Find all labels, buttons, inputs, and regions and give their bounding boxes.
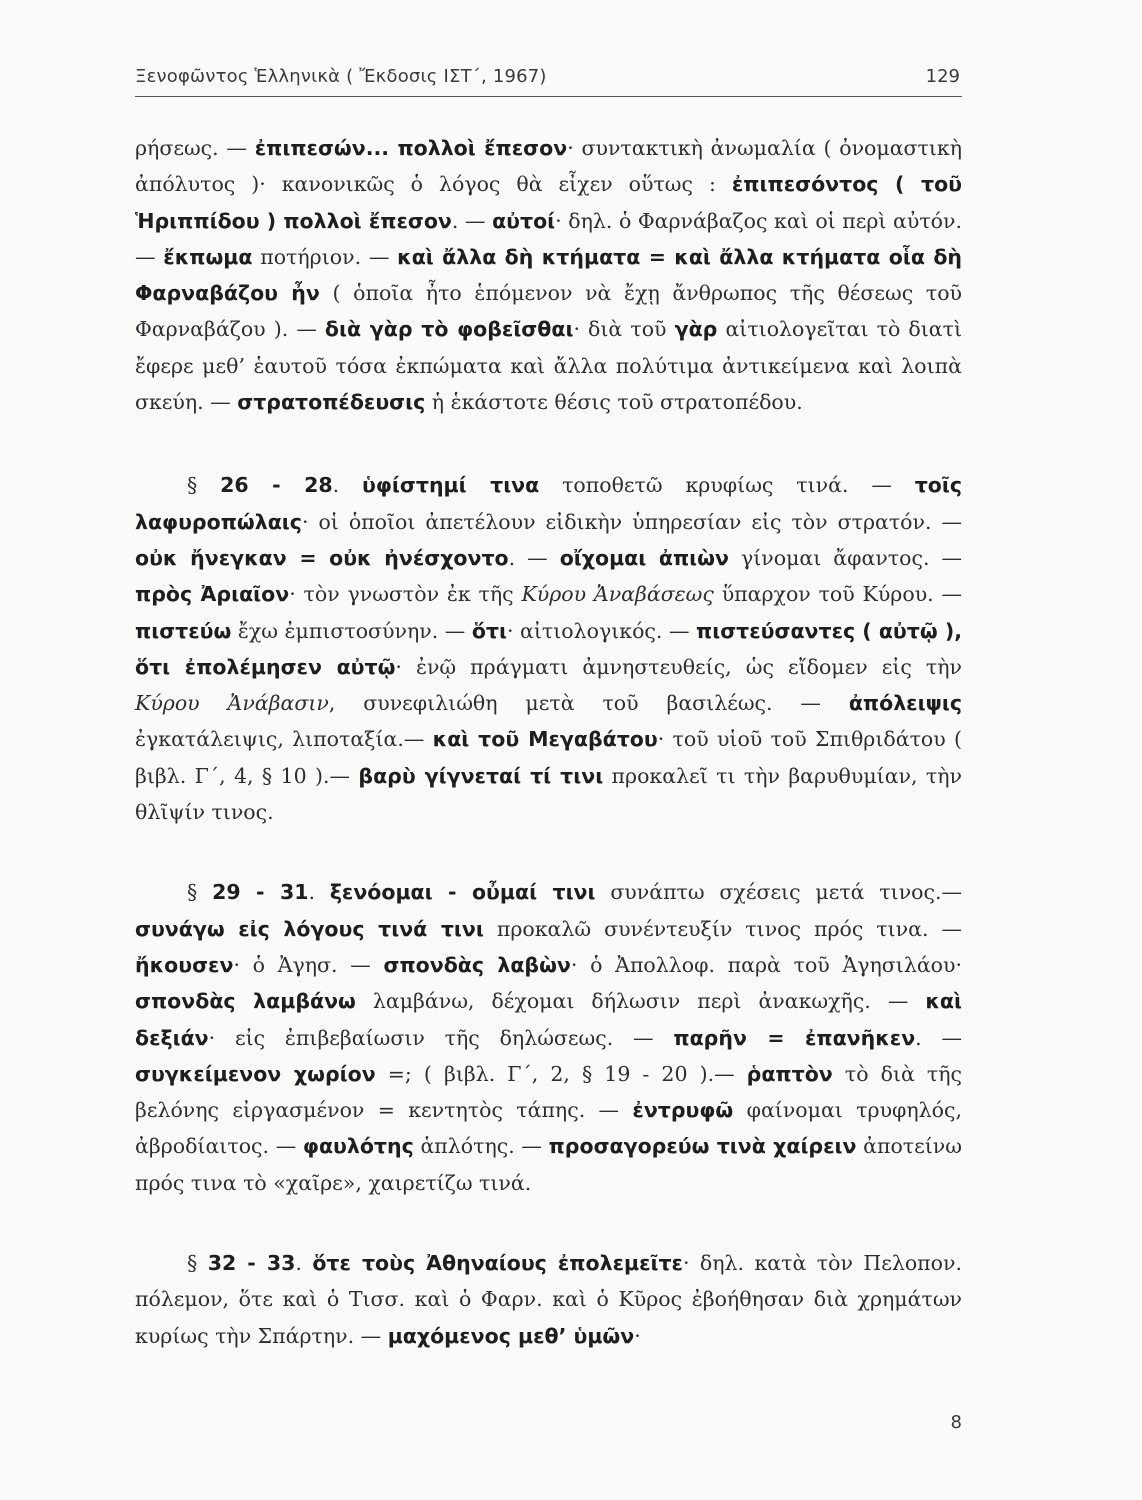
paragraph-gap	[135, 830, 962, 874]
lemma: πρὸς Ἀριαῖον	[135, 582, 290, 607]
header-title: Ξενοφῶντος Ἑλληνικὰ ( Ἔκδοσις ΙΣΤ΄, 1967)	[135, 66, 547, 87]
lemma: προσαγορεύω τινὰ χαίρειν	[548, 1134, 857, 1159]
text-run: · ἐνῷ πράγματι ἀμνηστευθείς, ὡς εἴδομεν εἰς τὴν	[395, 654, 962, 679]
text-run: .	[295, 1251, 313, 1276]
text-run: · διὰ τοῦ	[573, 317, 675, 342]
lemma: ἐπιπεσόντος ( τοῦ Ἡριππίδου ) πολλοὶ ἔπεσον	[135, 172, 962, 233]
text-run: · οἱ ὁποῖοι ἀπετέλουν εἰδικὴν ὑπηρεσίαν εἰς τὸν στρατόν. —	[301, 509, 962, 534]
lemma: ἔκπωμα	[163, 244, 253, 269]
text-run: =; ( βιβλ. Γ΄, 2, § 19 - 20 ).—	[375, 1061, 747, 1086]
text-run: γίνομαι ἄφαντος. —	[728, 545, 962, 570]
paragraph-32-33	[135, 1245, 962, 1354]
paragraph-26-28	[135, 467, 962, 830]
lemma: ξενόομαι - οὖμαί τινι	[329, 880, 596, 905]
text-run: ἀποτείνω πρός τινα τὸ «χαῖρε», χαιρετίζω τινά.	[135, 1134, 962, 1195]
text-run: ἔχω ἐμπιστοσύνην. —	[231, 618, 472, 643]
text-run: · ὁ Ἀπολλοφ. παρὰ τοῦ Ἀγησιλάου·	[570, 952, 962, 977]
lemma: πιστεύσαντες ( αὐτῷ ), ὅτι ἐπολέμησεν αὐτῷ	[135, 618, 962, 679]
lemma: παρῆν = ἐπανῆκεν	[673, 1025, 916, 1050]
section-sign: §	[187, 1251, 208, 1276]
lemma: ἐντρυφῶ	[632, 1098, 734, 1123]
lemma: συγκείμενον χωρίον	[135, 1061, 376, 1086]
lemma: ὅτι	[471, 618, 507, 643]
text-run: , συνεφιλιώθη μετὰ τοῦ βασιλέως. —	[328, 691, 849, 716]
paragraph-intro	[135, 130, 962, 420]
text-run: ( ὁποῖα ἦτο ἑπόμενον νὰ ἔχῃ ἄνθρωπος τῆς θέσεως τοῦ Φαρναβάζου ). —	[135, 281, 963, 342]
lemma: οὐκ ἤνεγκαν = οὐκ ἠνέσχοντο	[135, 545, 509, 570]
paragraph-gap	[135, 1201, 962, 1245]
text-run: · εἰς ἐπιβεβαίωσιν τῆς δηλώσεως. —	[208, 1025, 674, 1050]
page-number: 129	[925, 66, 960, 87]
text-run: · τὸν γνωστὸν ἐκ τῆς	[289, 582, 522, 607]
text-run: φαίνομαι τρυφηλός, ἀβροδίαιτος. —	[135, 1098, 963, 1159]
lemma: τοῖς λαφυροπώλαις	[135, 473, 962, 534]
text-run: · τοῦ υἱοῦ τοῦ Σπιθριδάτου ( βιβλ. Γ΄, 4, § 10 ).—	[135, 727, 962, 788]
text-run: . —	[451, 208, 493, 233]
lemma: βαρὺ γίγνεταί τί τινι	[358, 763, 604, 788]
lemma: σπονδὰς λαβὼν	[383, 952, 571, 977]
text-run: · αἰτιολογικός. —	[506, 618, 696, 643]
work-title: Κύρου Ἀνάβασιν	[135, 691, 329, 716]
text-run: · ὁ Ἀγησ. —	[233, 952, 384, 977]
lemma: γὰρ	[674, 317, 718, 342]
text-run: ἁπλότης. —	[413, 1134, 549, 1159]
lemma: καὶ δεξιάν	[135, 989, 962, 1050]
text-run: .	[308, 880, 330, 905]
text-run: προκαλῶ συνέντευξίν τινος πρός τινα. —	[483, 916, 962, 941]
text-run: ἡ ἑκάστοτε θέσις τοῦ στρατοπέδου.	[425, 390, 803, 415]
text-run: . —	[508, 545, 560, 570]
section-number: 26 - 28	[220, 473, 333, 498]
lemma: σπονδὰς λαμβάνω	[135, 989, 356, 1014]
section-number: 29 - 31	[212, 880, 309, 905]
paragraph-29-31	[135, 874, 962, 1201]
lemma: μαχόμενος μεθ’ ὑμῶν	[387, 1323, 635, 1348]
text-run: · συντακτικὴ ἀνωμαλία ( ὀνομαστικὴ ἀπόλυτος )· κανονικῶς ὁ λόγος θὰ εἶχεν οὕτως :	[135, 136, 963, 197]
commentary-text	[135, 130, 962, 1354]
lemma: αὐτοί	[492, 208, 556, 233]
text-run: λαμβάνω, δέχομαι δήλωσιν περὶ ἀνακωχῆς. —	[355, 989, 926, 1014]
lemma: ἤκουσεν	[135, 952, 234, 977]
running-header	[135, 62, 962, 97]
lemma: φαυλότης	[302, 1134, 414, 1159]
text-run: τοποθετῶ κρυφίως τινά. —	[539, 473, 915, 498]
section-sign: §	[187, 473, 221, 498]
lemma: ῥαπτὸν	[746, 1061, 833, 1086]
text-run: συνάπτω σχέσεις μετά τινος.—	[595, 880, 962, 905]
section-number: 32 - 33	[207, 1251, 296, 1276]
work-title: Κύρου Ἀναβάσεως	[521, 582, 714, 607]
text-run: ποτήριον. —	[252, 244, 398, 269]
section-sign: §	[187, 880, 213, 905]
text-run: ρήσεως. —	[135, 136, 255, 160]
signature-mark: 8	[950, 1412, 962, 1433]
text-run: . —	[915, 1025, 962, 1050]
lemma: διὰ γὰρ τὸ φοβεῖσθαι	[324, 317, 574, 342]
lemma: ἐπιπεσών... πολλοὶ ἔπεσον	[254, 136, 568, 160]
text-run: ἐγκατάλειψις, λιποταξία.—	[135, 727, 433, 752]
lemma: πιστεύω	[135, 618, 232, 643]
lemma: ὑφίστημί τινα	[362, 473, 540, 498]
text-run: ·	[634, 1323, 641, 1348]
text-run: τὸ διὰ τῆς βελόνης εἰργασμένον = κεντητὸς τάπης. —	[135, 1061, 962, 1123]
text-run: ὕπαρχον τοῦ Κύρου. —	[713, 582, 962, 607]
lemma: στρατοπέδευσις	[237, 390, 426, 415]
lemma: καὶ τοῦ Μεγαβάτου	[432, 727, 658, 752]
text-run: αἰτιολογεῖται τὸ διατὶ ἔφερε μεθ’ ἑαυτοῦ τόσα ἐκπώματα καὶ ἄλλα πολύτιμα ἀντικείμενα καὶ λοιπὰ σκεύη. —	[135, 317, 963, 415]
text-run: προκαλεῖ τι τὴν βαρυθυμίαν, τὴν θλῖψίν τινος.	[135, 763, 962, 825]
lemma: ἀπόλειψις	[848, 691, 962, 716]
text-run: · δηλ. κατὰ τὸν Πελοπον. πόλεμον, ὅτε καὶ ὁ Τισσ. καὶ ὁ Φαρν. καὶ ὁ Κῦρος ἐβοήθησαν διὰ χρημάτων κυρίως τὴν Σπάρτην. —	[135, 1251, 962, 1348]
paragraph-gap	[135, 420, 962, 467]
lemma: συνάγω εἰς λόγους τινά τινι	[135, 916, 484, 941]
text-run: .	[332, 473, 363, 498]
lemma: ὅτε τοὺς Ἀθηναίους ἐπολεμεῖτε	[312, 1251, 683, 1276]
text-run: · δηλ. ὁ Φαρνάβαζος καὶ οἱ περὶ αὐτόν. —	[135, 208, 962, 269]
lemma: καὶ ἄλλα δὴ κτήματα = καὶ ἄλλα κτήματα οἷα δὴ Φαρναβάζου ἦν	[135, 244, 962, 306]
lemma: οἴχομαι ἀπιὼν	[559, 545, 729, 570]
